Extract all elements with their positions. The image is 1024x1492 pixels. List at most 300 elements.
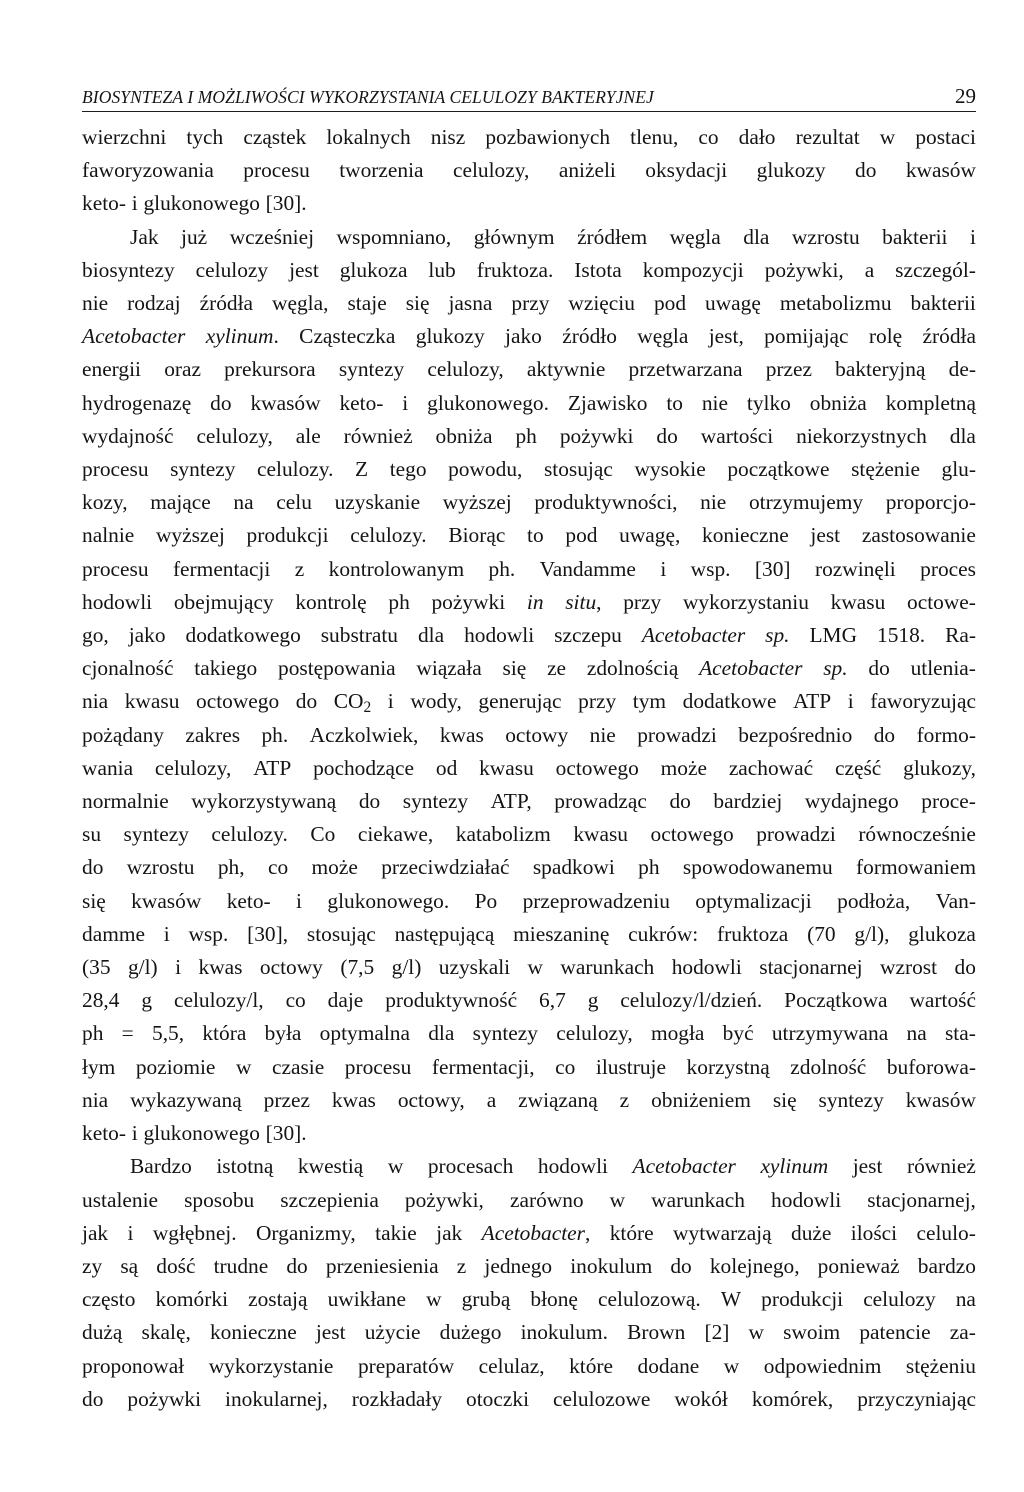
word: celulozy [195,257,269,282]
word: węgla [637,324,689,349]
text-line [82,685,976,718]
word: ponieważ [817,1253,900,1278]
word: octowe- [907,589,976,614]
word: zarówno [509,1187,584,1212]
word: aktywnie [526,357,606,382]
word: nie [589,722,616,747]
word: katabolizm [455,822,551,847]
word: celu [276,490,312,515]
word: Co [310,822,336,847]
text-line [82,1383,976,1416]
word: celulozy/l, [173,988,264,1013]
word: rolę [868,324,903,349]
word: dużą [82,1320,123,1345]
text-line [82,619,976,652]
text-line [82,1350,976,1383]
word: początkowe [727,457,830,482]
text-line [82,1217,976,1250]
word: W [720,1287,742,1312]
text-line [82,420,976,453]
word: g [587,988,599,1013]
word: ph [638,855,660,880]
word: ph, [217,855,245,880]
word: utlenia- [910,656,976,681]
word: ale [295,423,321,448]
word: źródło [562,324,617,349]
text-line [82,154,976,187]
word: jest [852,1154,883,1179]
word: pożywki, [764,257,844,282]
word: z [456,1253,467,1278]
word: ilustruje [595,1054,666,1079]
word: Początkowa [784,988,888,1013]
text-line [82,918,976,951]
word: do [855,158,877,183]
word: w [879,125,896,149]
word: celulozy, [154,755,232,780]
word: pożądany [82,722,164,747]
word: zostają [248,1287,308,1312]
word: celulozy. [257,457,334,482]
text-line [82,586,976,619]
text-line [82,1017,976,1050]
word: prowadzi [637,722,717,747]
word: trudne [213,1253,269,1278]
word: i [127,1220,134,1245]
word: pomijając [764,324,849,349]
word: tylko [746,390,791,415]
word: takie [375,1220,417,1245]
word: energii [82,357,142,382]
word: preparatów [357,1353,455,1378]
word: użycie [364,1320,421,1345]
word: mieszaninę [513,921,610,946]
word: stosując [306,921,376,946]
word: = [121,1021,134,1046]
text-line [82,1184,976,1217]
word: w [748,1320,764,1345]
word: być [722,1021,754,1046]
word: de- [948,357,976,382]
word: wartości [700,423,774,448]
word: Z [355,457,369,482]
word: była [264,1021,302,1046]
word: szczepienia [280,1187,379,1212]
word: patencie [859,1320,931,1345]
word: bezpośrednio [738,722,853,747]
word: (7,5 [340,955,375,980]
word: ciekawe, [357,822,434,847]
word: wzrostu [126,855,195,880]
word: celulozy [863,1287,936,1312]
word: przy [511,291,550,316]
word: warunkach [651,1187,745,1212]
word: kwestią [297,1154,364,1179]
word: i [131,1121,138,1146]
word: rodzaj [127,291,181,316]
word: Acetobacter, [481,1220,591,1245]
word: glukonowego. [427,390,549,415]
word: hodowli [537,1154,608,1179]
word: jako [505,324,542,349]
word: prekursora [224,357,316,382]
word: wykorzystaniu [682,589,809,614]
word: kwasu [830,589,886,614]
word: kozy, [82,490,128,515]
text-line [82,453,976,486]
word: obniża [435,423,493,448]
word: pod [653,291,687,316]
word: stacjonarnej, [867,1187,976,1212]
word: staje [347,291,387,316]
word: konieczne [702,523,789,548]
word: [30]. [265,191,307,216]
word: czasie [271,1054,325,1079]
word: hodowli [671,955,742,980]
word: warunkach [560,955,655,980]
word: w [527,955,543,980]
word: 6,7 [539,988,566,1013]
word: g/l) [127,955,158,980]
word: keto- [82,191,126,216]
word: ze [547,656,567,681]
word: fermentacji [172,556,271,581]
word: się [772,1087,797,1112]
word: ustalenie [82,1187,159,1212]
word: kwasów [131,888,202,913]
word: g/l) [391,955,422,980]
word: dodane [637,1353,700,1378]
word: bakterii [882,224,948,249]
word: w [723,1353,740,1378]
word: dla [949,423,976,448]
word: tego [389,457,427,482]
word: celulaz, [478,1353,545,1378]
text-line [82,519,976,552]
word: LMG [809,623,858,648]
word: fermentacji, [431,1054,535,1079]
word: syntezy [818,1087,884,1112]
word: może [311,855,358,880]
word: poziomie [135,1054,216,1079]
text-line [82,752,976,785]
word: octowy [259,955,323,980]
word: jako [128,623,166,648]
word: pożywki [127,1386,202,1411]
word: keto- [226,888,271,913]
word: biosyntezy [82,257,175,282]
word: Ra- [945,623,976,648]
word: Cząsteczka [299,324,396,349]
word: tym [632,689,667,714]
word: procesu [344,1054,412,1079]
word: do [82,1386,104,1411]
word: na [955,1287,976,1312]
text-line [82,320,976,353]
word: syntezy [472,1021,538,1046]
word: często [82,1287,136,1312]
word: 28,4 [82,988,120,1013]
word: celulozowe [553,1386,651,1411]
word: go, [82,623,109,648]
word: w [609,1187,626,1212]
word: uwikłane [327,1287,406,1312]
word: cjonalność [82,656,174,681]
word: produktywność [385,988,518,1013]
word: łym [82,1054,116,1079]
word: jest [289,257,319,282]
word: 5,5, [152,1021,185,1046]
word: spadkowi [532,855,615,880]
word: faworyzując [870,689,976,714]
word: to [527,523,544,548]
word: do [286,1253,308,1278]
word: zdolnością [586,656,679,681]
word: aniżeli [558,158,616,183]
word: damme [82,921,145,946]
word: fruktoza [717,921,789,946]
word: do [656,423,678,448]
text-line [82,719,976,752]
word: sp. [765,623,790,648]
word: może [660,755,707,780]
word: substratu [320,623,398,648]
word: błonę [530,1287,578,1312]
word: co [698,125,719,149]
word: Organizmy, [255,1220,356,1245]
word: następującą [394,921,495,946]
word: i [660,556,667,581]
word: bakteryjną [835,357,926,382]
word: skalę, [141,1320,191,1345]
word: mające [150,490,211,515]
text-line [82,221,976,254]
word: korzystną [686,1054,770,1079]
text-line [82,1150,976,1183]
word: [30]. [265,1121,307,1146]
word: część [834,755,882,780]
word: dało [738,125,776,149]
word: kwasów [250,390,321,415]
word: inokularnej, [225,1386,328,1411]
word: Biorąc [448,523,506,548]
word: tlenu, [630,125,679,149]
word: do [868,656,890,681]
word: w [387,1154,404,1179]
text-line [82,818,976,851]
word: co [267,855,289,880]
word: [30] [754,556,791,581]
text-line [82,1084,976,1117]
word: od [435,755,458,780]
word: tych [186,125,224,149]
word: wysokie [634,457,706,482]
word: ATP [253,755,292,780]
word: octowy, [397,1087,465,1112]
word: syntezy [170,457,236,482]
word: wykazywaną [130,1087,242,1112]
word: glukonowego. [327,888,450,913]
word: bardzo [917,1253,976,1278]
word: glukozy [756,158,826,183]
word: $CO_2$ [333,689,372,717]
word: jest, [708,324,744,349]
word: dużego [439,1320,502,1345]
word: celulozy, [452,158,530,183]
word: glukonowego [143,1121,260,1146]
word: procesu [82,457,149,482]
word: wykorzystanie [208,1353,334,1378]
word: przyczyniając [857,1386,976,1411]
word: Van- [935,888,976,913]
word: swoim [783,1320,841,1345]
word: w [426,1287,442,1312]
word: wody, [410,689,462,714]
word: wydajnego [804,789,899,814]
word: wspomniano, [336,224,452,249]
word: i [847,689,854,714]
word: keto- [82,1121,126,1146]
text-line [82,785,976,818]
word: stężeniu [905,1353,976,1378]
word: utrzymywana [771,1021,889,1046]
word: xylinum. [205,324,279,349]
text-line [82,1051,976,1084]
word: wgłębnej. [152,1220,237,1245]
word: octowy [505,722,569,747]
word: cząstek [243,125,307,149]
word: lokalnych [326,125,411,149]
word: bakterii [910,291,976,316]
word: sposobu [184,1187,255,1212]
word: jak [436,1220,463,1245]
word: przeciwdziałać [381,855,510,880]
word: kwas [331,1087,376,1112]
word: proce- [921,789,976,814]
word: takiego [194,656,258,681]
word: syntezy [338,357,405,382]
word: metabolizmu [779,291,892,316]
word: Po [474,888,498,913]
text-line [82,851,976,884]
word: normalnie [82,789,169,814]
word: syntezy [402,789,469,814]
word: przez [263,1087,310,1112]
word: powodu, [448,457,523,482]
word: które [609,1220,654,1245]
word: kwasu [124,689,180,714]
text-line [82,1117,976,1150]
text-line [82,353,976,386]
word: proponował [82,1353,185,1378]
word: fruktoza. [476,257,554,282]
word: podłoża, [837,888,911,913]
word: komórek, [751,1386,834,1411]
word: glukozy [415,324,485,349]
word: wzrost [880,955,938,980]
word: dodatkowe [682,689,777,714]
word: rozkładały [351,1386,443,1411]
word: spowodowanemu [682,855,833,880]
word: do [82,855,104,880]
word: i [296,888,302,913]
word: które [569,1353,614,1378]
word: i [387,689,394,714]
word: ph [82,1021,104,1046]
word: do [669,789,691,814]
word: kwasów [905,1087,976,1112]
word: konieczne [209,1320,297,1345]
word: ph. [488,556,516,581]
word: z [619,1087,630,1112]
word: do [873,722,896,747]
word: do [210,390,232,415]
word: i [163,921,170,946]
word: generując [478,689,562,714]
word: uzyskali [438,955,511,980]
word: Acetobacter [699,656,803,681]
word: keto- [339,390,384,415]
word: również [906,1154,976,1179]
word: faworyzowania [82,158,214,183]
word: kompletną [885,390,976,415]
word: celulozy. [350,523,427,548]
word: istotną [216,1154,274,1179]
word: źródłem [577,224,648,249]
word: formowaniem [856,855,976,880]
word: wokół [674,1386,728,1411]
word: wytwarzają [673,1220,772,1245]
word: Jak [130,224,159,249]
word: nie [700,490,727,515]
word: Aczkolwiek, [309,722,419,747]
word: się [82,888,106,913]
word: Acetobacter [641,623,746,648]
text-line [82,984,976,1017]
page-number: 29 [955,84,976,108]
word: rozwinęli [814,556,896,581]
word: w [235,1054,252,1079]
word: ph [388,589,410,614]
word: się [502,656,527,681]
word: co [285,988,306,1013]
word: pożywki [431,589,506,614]
word: nie [701,390,728,415]
word: odpowiednim [763,1353,882,1378]
body-text [82,121,976,1416]
word: pochodzące [313,755,415,780]
word: bardziej [713,789,783,814]
text-line [82,951,976,984]
word: są [120,1253,139,1278]
word: na [906,1021,927,1046]
word: dodatkowego [185,623,301,648]
word: zachować [728,755,814,780]
word: nisz [430,125,466,149]
word: jasna [448,291,493,316]
word: dla [417,623,445,648]
word: inokulum [570,1253,653,1278]
word: oraz [164,357,201,382]
word: węgla [669,224,721,249]
word: wykorzystywaną [191,789,337,814]
word: formo- [916,722,976,747]
word: zakres [185,722,241,747]
word: dla [428,1021,455,1046]
running-header-title: BIOSYNTEZA I MOŻLIWOŚCI WYKORZYSTANIA CELULOZY BAKTERYJNEJ [82,87,654,107]
word: octowego [650,822,734,847]
word: kontrolowanym [328,556,465,581]
